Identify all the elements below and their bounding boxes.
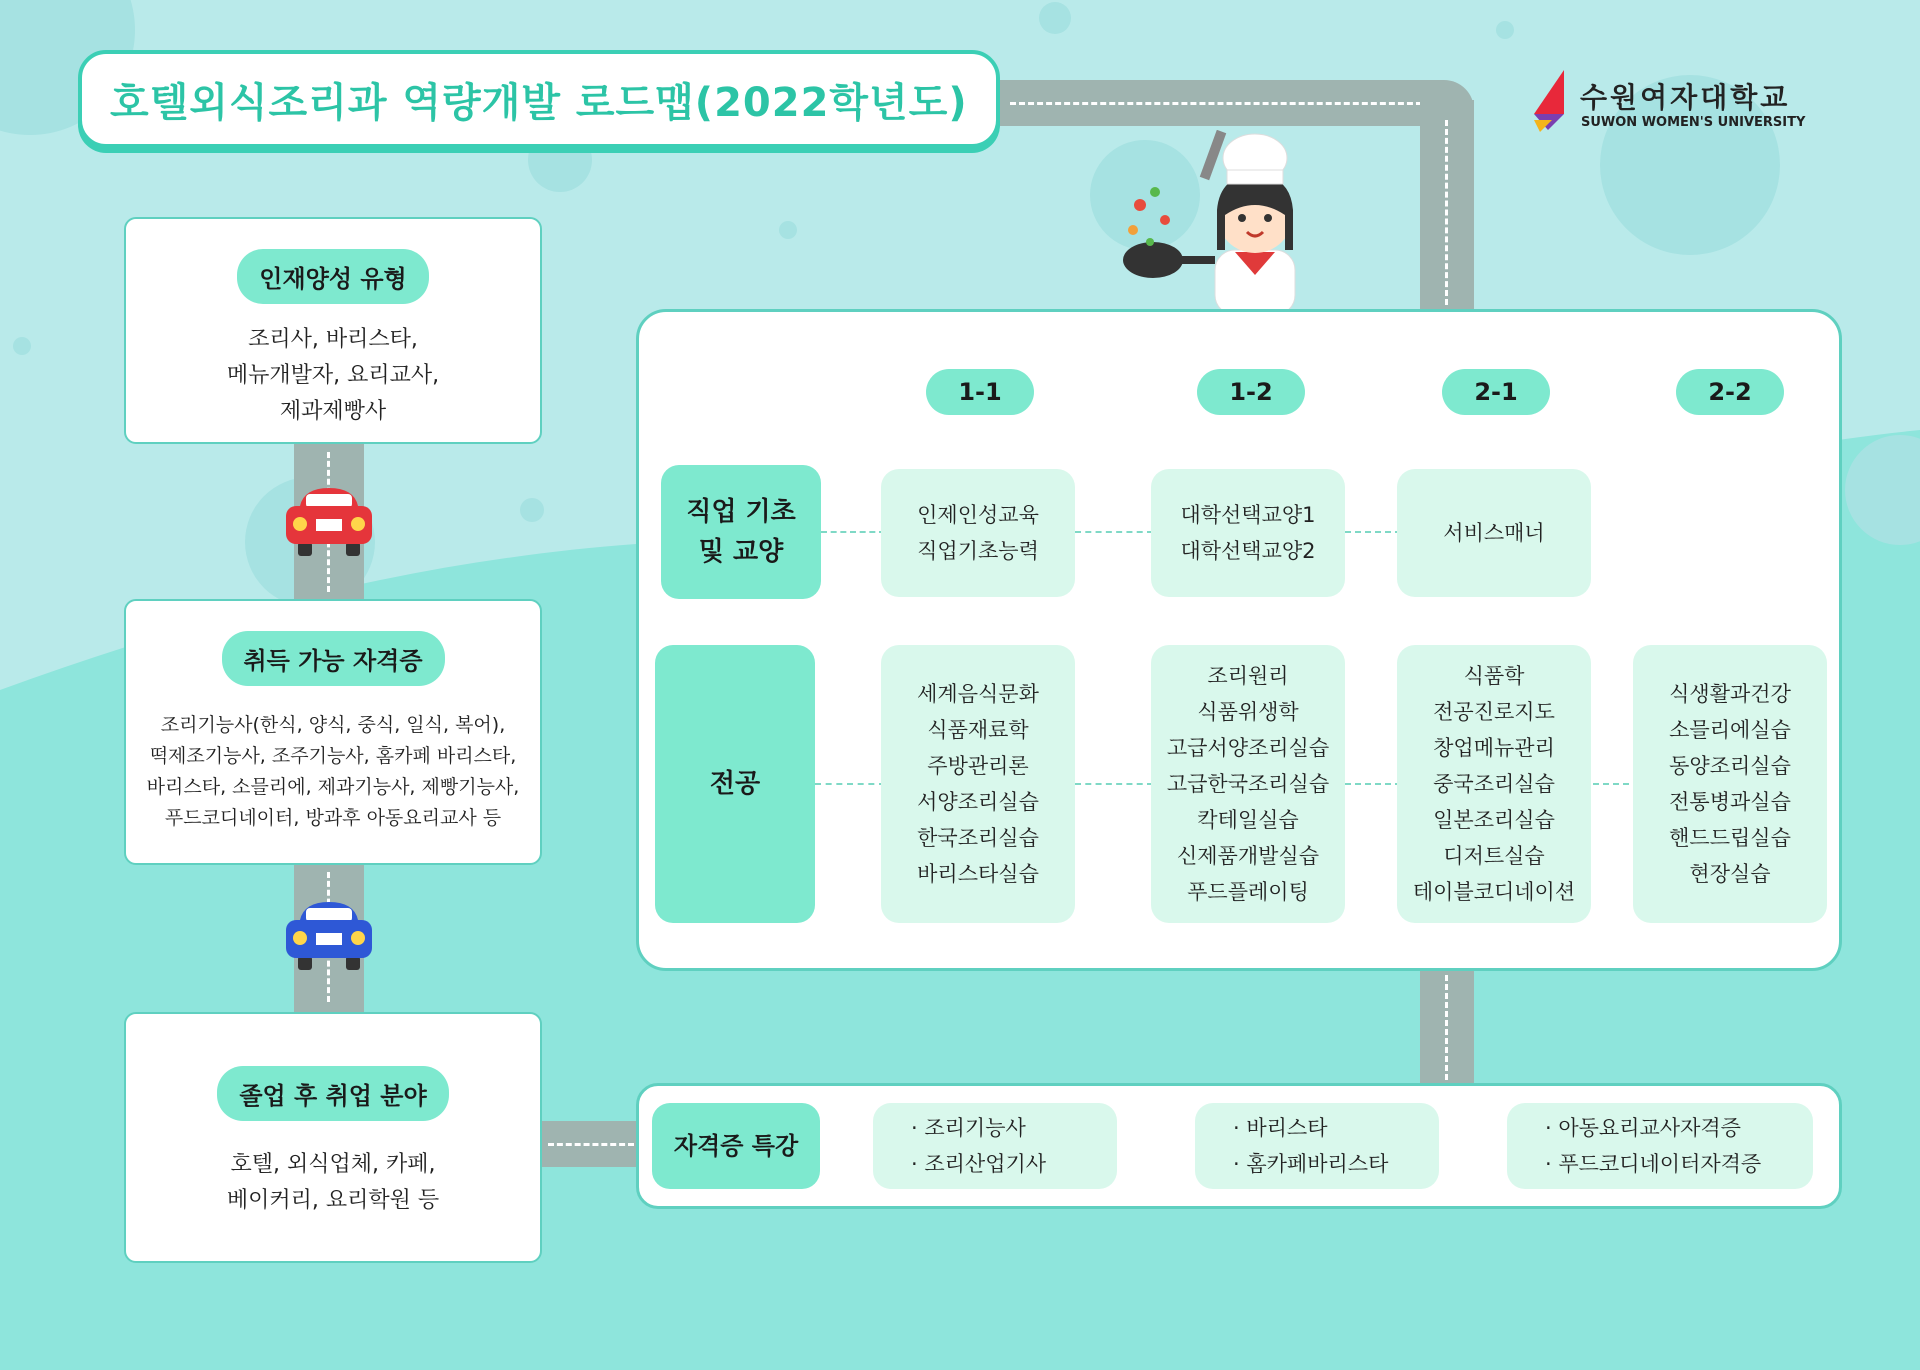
- course-name: 한국조리실습: [917, 826, 1039, 850]
- course-name: 칵테일실습: [1197, 808, 1299, 832]
- semester-header: 2-1: [1442, 369, 1550, 415]
- university-logo-icon: [1534, 70, 1576, 132]
- cert-item: · 아동요리교사자격증: [1545, 1116, 1741, 1140]
- row-label-line: 및 교양: [698, 537, 784, 567]
- semester-header: 1-1: [926, 369, 1034, 415]
- university-logo-subtitle: SUWON WOMEN'S UNIVERSITY: [1581, 115, 1806, 130]
- career-line: 호텔, 외식업체, 카페,: [230, 1152, 436, 1177]
- course-name: 푸드플레이팅: [1187, 880, 1309, 904]
- talent-line: 메뉴개발자, 요리교사,: [226, 363, 440, 388]
- cert-cell: [1195, 1103, 1439, 1189]
- road-marking: [1010, 102, 1440, 105]
- course-cell: [881, 645, 1075, 923]
- road-marking: [548, 1143, 634, 1146]
- row-label-line: 직업 기초: [686, 497, 796, 527]
- curriculum-panel: [636, 309, 1842, 971]
- careers-list: [126, 1147, 540, 1219]
- talent-line: 조리사, 바리스타,: [248, 327, 418, 352]
- course-name: 현장실습: [1689, 862, 1771, 886]
- cert-lecture-label: [652, 1103, 820, 1189]
- course-name: 창업메뉴관리: [1433, 736, 1555, 760]
- course-name: 식품학: [1463, 664, 1525, 688]
- university-logo-name: 수원여자대학교: [1580, 81, 1791, 114]
- row-connector: [1075, 783, 1153, 785]
- cert-cell: [1507, 1103, 1813, 1189]
- career-line: 베이커리, 요리학원 등: [226, 1188, 440, 1213]
- licenses-box: [124, 599, 542, 865]
- course-name: 대학선택교양1: [1180, 503, 1316, 527]
- row-connector: [1075, 531, 1153, 533]
- license-line: 조리기능사(한식, 양식, 중식, 일식, 복어),: [160, 714, 506, 736]
- course-name: 식품재료학: [927, 718, 1029, 742]
- course-name: 직업기초능력: [917, 539, 1039, 563]
- course-cell: [1151, 469, 1345, 597]
- course-name: 고급서양조리실습: [1166, 736, 1330, 760]
- careers-heading: 졸업 후 취업 분야: [217, 1066, 448, 1121]
- course-name: 대학선택교양2: [1180, 539, 1316, 563]
- course-cell: [1397, 645, 1591, 923]
- course-name: 디저트실습: [1443, 844, 1545, 868]
- row-label-basic: [661, 465, 821, 599]
- course-name: 테이블코디네이션: [1412, 880, 1576, 904]
- course-cell: [881, 469, 1075, 597]
- talent-line: 제과제빵사: [279, 399, 387, 424]
- course-name: 중국조리실습: [1433, 772, 1555, 796]
- course-name: 식품위생학: [1197, 700, 1299, 724]
- cert-item: · 홈카페바리스타: [1233, 1152, 1389, 1176]
- careers-box: [124, 1012, 542, 1263]
- row-connector: [1345, 783, 1401, 785]
- course-name: 핸드드립실습: [1669, 826, 1791, 850]
- course-name: 식생활과건강: [1669, 682, 1791, 706]
- course-name: 서양조리실습: [917, 790, 1039, 814]
- license-line: 바리스타, 소믈리에, 제과기능사, 제빵기능사,: [146, 776, 520, 798]
- cert-item: · 조리산업기사: [911, 1152, 1047, 1176]
- course-name: 인제인성교육: [917, 503, 1039, 527]
- chef-illustration: [1115, 130, 1315, 315]
- course-name: 신제품개발실습: [1176, 844, 1319, 868]
- course-cell: [1633, 645, 1827, 923]
- row-connector: [815, 783, 885, 785]
- course-name: 동양조리실습: [1669, 754, 1791, 778]
- title-banner: [78, 50, 1000, 148]
- page-title: 호텔외식조리과 역량개발 로드맵(2022학년도): [110, 79, 968, 126]
- talent-type-heading: 인재양성 유형: [237, 249, 428, 304]
- licenses-heading: 취득 가능 자격증: [222, 631, 445, 686]
- talent-type-list: [126, 322, 540, 430]
- row-connector: [821, 531, 885, 533]
- blue-car-icon: [282, 898, 376, 972]
- row-label-line: 자격증 특강: [673, 1132, 799, 1160]
- row-label-line: 전공: [709, 769, 761, 799]
- course-name: 전공진로지도: [1433, 700, 1555, 724]
- row-label-major: [655, 645, 815, 923]
- course-name: 전통병과실습: [1669, 790, 1791, 814]
- cert-item: · 조리기능사: [911, 1116, 1026, 1140]
- course-name: 서비스매너: [1443, 521, 1545, 545]
- course-cell: [1397, 469, 1591, 597]
- licenses-list: [126, 710, 540, 834]
- course-name: 주방관리론: [927, 754, 1029, 778]
- row-connector: [1345, 531, 1401, 533]
- semester-header: 2-2: [1676, 369, 1784, 415]
- course-cell: [1151, 645, 1345, 923]
- license-line: 떡제조기능사, 조주기능사, 홈카페 바리스타,: [149, 745, 517, 767]
- cert-cell: [873, 1103, 1117, 1189]
- course-name: 소믈리에실습: [1669, 718, 1791, 742]
- license-line: 푸드코디네이터, 방과후 아동요리교사 등: [164, 807, 502, 829]
- cert-lecture-panel: [636, 1083, 1842, 1209]
- talent-type-box: [124, 217, 542, 444]
- course-name: 일본조리실습: [1433, 808, 1555, 832]
- road-marking: [1445, 120, 1448, 305]
- cert-item: · 푸드코디네이터자격증: [1545, 1152, 1762, 1176]
- course-name: 세계음식문화: [917, 682, 1039, 706]
- cert-item: · 바리스타: [1233, 1116, 1328, 1140]
- road-marking: [1445, 975, 1448, 1080]
- course-name: 바리스타실습: [917, 862, 1039, 886]
- course-name: 고급한국조리실습: [1166, 772, 1330, 796]
- semester-header: 1-2: [1197, 369, 1305, 415]
- course-name: 조리원리: [1207, 664, 1289, 688]
- red-car-icon: [282, 484, 376, 558]
